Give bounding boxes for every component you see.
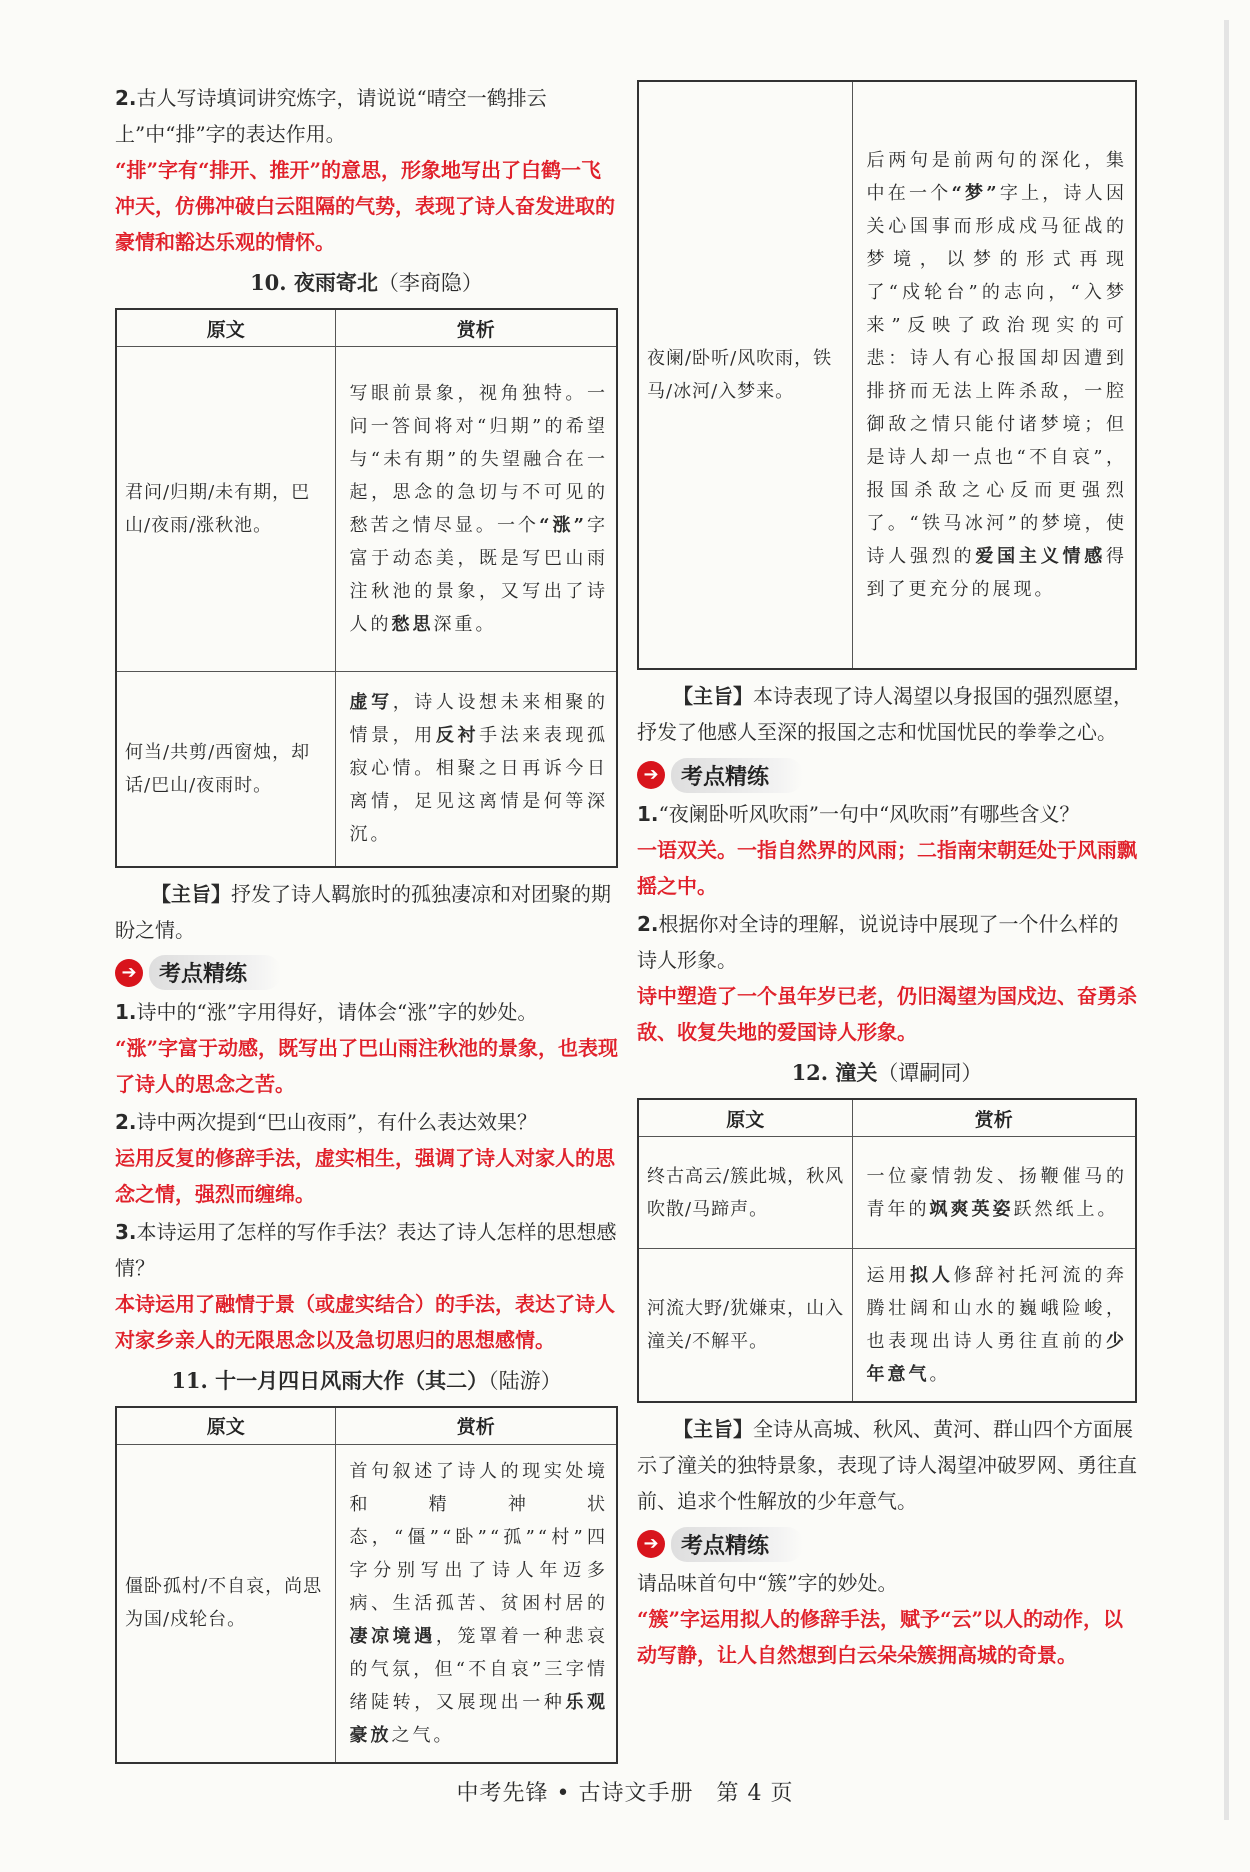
table-row xyxy=(638,1249,1136,1403)
poem-title: 12. 潼关（谭嗣同） xyxy=(791,1060,983,1085)
original-text: 终古高云/簇此城，秋风吹散/马蹄声。 xyxy=(638,1137,852,1249)
question: 2.根据你对全诗的理解，说说诗中展现了一个什么样的诗人形象。 xyxy=(637,912,1119,972)
answer: “簇”字运用拟人的修辞手法，赋予“云”以人的动作，以动写静，让人自然想到白云朵朵簇拥高城的奇景。 xyxy=(637,1607,1124,1667)
analysis-table xyxy=(115,308,618,868)
analysis-table xyxy=(115,1406,618,1764)
header-analysis: 赏析 xyxy=(335,1407,617,1445)
analysis-text: 虚写，诗人设想未来相聚的情景，用反衬手法来表现孤寂心情。相聚之日再诉今日离情，足见这离情是何等深沉。 xyxy=(335,672,617,867)
poem-title: 11. 十一月四日风雨大作（其二）（陆游） xyxy=(171,1367,562,1393)
answer: “排”字有“排开、推开”的意思，形象地写出了白鹤一飞冲天，仿佛冲破白云阻隔的气势，表现了诗人奋发进取的豪情和豁达乐观的情怀。 xyxy=(115,158,615,254)
arrow-right-icon: ➔ xyxy=(637,761,665,789)
arrow-right-icon: ➔ xyxy=(637,1530,665,1558)
question: 2.诗中两次提到“巴山夜雨”，有什么表达效果？ xyxy=(115,1109,537,1134)
answer: 诗中塑造了一个虽年岁已老，仍旧渴望为国戍边、奋勇杀敌、收复失地的爱国诗人形象。 xyxy=(637,984,1137,1044)
table-row xyxy=(638,1137,1136,1249)
theme-paragraph: 【主旨】本诗表现了诗人渴望以身报国的强烈愿望，抒发了他感人至深的报国之志和忧国忧民的拳拳之心。 xyxy=(637,684,1133,744)
theme-paragraph: 【主旨】全诗从高城、秋风、黄河、群山四个方面展示了潼关的独特景象，表现了诗人渴望冲破罗网、勇往直前、追求个性解放的少年意气。 xyxy=(637,1417,1137,1513)
answer: “涨”字富于动感，既写出了巴山雨注秋池的景象，也表现了诗人的思念之苦。 xyxy=(115,1035,619,1096)
theme-paragraph: 【主旨】抒发了诗人羁旅时的孤独凄凉和对团聚的期盼之情。 xyxy=(115,881,611,942)
answer: 一语双关。一指自然界的风雨；二指南宋朝廷处于风雨飘摇之中。 xyxy=(637,838,1137,898)
original-text: 僵卧孤村/不自哀，尚思为国/戍轮台。 xyxy=(116,1444,335,1763)
header-original: 原文 xyxy=(116,1407,335,1445)
analysis-text: 首句叙述了诗人的现实处境和精神状态，“僵”“卧”“孤”“村”四字分别写出了诗人年迈多病、生活孤苦、贫困村居的凄凉境遇，笼罩着一种悲哀的气氛，但“不自哀”三字情绪陡转，又展现出一种乐观豪放之气。 xyxy=(335,1444,617,1763)
question: 请品味首句中“簇”字的妙处。 xyxy=(637,1571,898,1595)
table-row xyxy=(638,81,1136,669)
answer: 运用反复的修辞手法，虚实相生，强调了诗人对家人的思念之情，强烈而缠绵。 xyxy=(115,1145,615,1206)
right-column xyxy=(637,80,1137,1675)
original-text: 夜阑/卧听/风吹雨，铁马/冰河/入梦来。 xyxy=(638,81,852,669)
question: 3.本诗运用了怎样的写作手法？表达了诗人怎样的思想感情？ xyxy=(115,1219,617,1280)
page-footer: 中考先锋 • 古诗文手册 第 4 页 xyxy=(456,1781,794,1806)
left-column xyxy=(115,80,618,1764)
question: 2.古人写诗填词讲究炼字，请说说“晴空一鹤排云上”中“排”字的表达作用。 xyxy=(115,86,547,146)
poem-title: 10. 夜雨寄北（李商隐） xyxy=(250,270,483,295)
table-row xyxy=(116,672,617,867)
analysis-text: 后两句是前两句的深化，集中在一个“梦”字上，诗人因关心国事而形成戍马征战的梦境，以梦的形式再现了“戍轮台”的志向，“入梦来”反映了政治现实的可悲：诗人有心报国却因遭到排挤而无法上阵杀敌，一腔御敌之情只能付诸梦境；但是诗人却一点也“不自哀”，报国杀敌之心反而更强烈了。“铁马冰河”的梦境，使诗人强烈的爱国主义情感得到了更充分的展现。 xyxy=(852,81,1136,669)
question: 1.“夜阑卧听风吹雨”一句中“风吹雨”有哪些含义？ xyxy=(637,802,1080,826)
section-heading: ➔ 考点精练 xyxy=(115,954,618,992)
analysis-text: 一位豪情勃发、扬鞭催马的青年的飒爽英姿跃然纸上。 xyxy=(852,1137,1136,1249)
original-text: 河流大野/犹嫌束，山入潼关/不解平。 xyxy=(638,1249,852,1403)
question: 1.诗中的“涨”字用得好，请体会“涨”字的妙处。 xyxy=(115,999,538,1024)
section-heading: ➔ 考点精练 xyxy=(637,756,1137,794)
analysis-table xyxy=(637,80,1137,670)
page-edge-bar xyxy=(1224,20,1229,1820)
analysis-table xyxy=(637,1098,1137,1403)
section-heading: ➔ 考点精练 xyxy=(637,1525,1137,1563)
header-analysis: 赏析 xyxy=(852,1099,1136,1137)
original-text: 君问/归期/未有期，巴山/夜雨/涨秋池。 xyxy=(116,347,335,672)
analysis-text: 运用拟人修辞衬托河流的奔腾壮阔和山水的巍峨险峻，也表现出诗人勇往直前的少年意气。 xyxy=(852,1249,1136,1403)
original-text: 何当/共剪/西窗烛，却话/巴山/夜雨时。 xyxy=(116,672,335,867)
analysis-text: 写眼前景象，视角独特。一问一答间将对“归期”的希望与“未有期”的失望融合在一起，思念的急切与不可见的愁苦之情尽显。一个“涨”字富于动态美，既是写巴山雨注秋池的景象，又写出了诗人的愁思深重。 xyxy=(335,347,617,672)
header-analysis: 赏析 xyxy=(335,309,617,347)
header-original: 原文 xyxy=(116,309,335,347)
table-row xyxy=(116,347,617,672)
header-original: 原文 xyxy=(638,1099,852,1137)
arrow-right-icon: ➔ xyxy=(115,959,143,987)
answer: 本诗运用了融情于景（或虚实结合）的手法，表达了诗人对家乡亲人的无限思念以及急切思归的思想感情。 xyxy=(115,1291,615,1352)
table-row xyxy=(116,1444,617,1763)
